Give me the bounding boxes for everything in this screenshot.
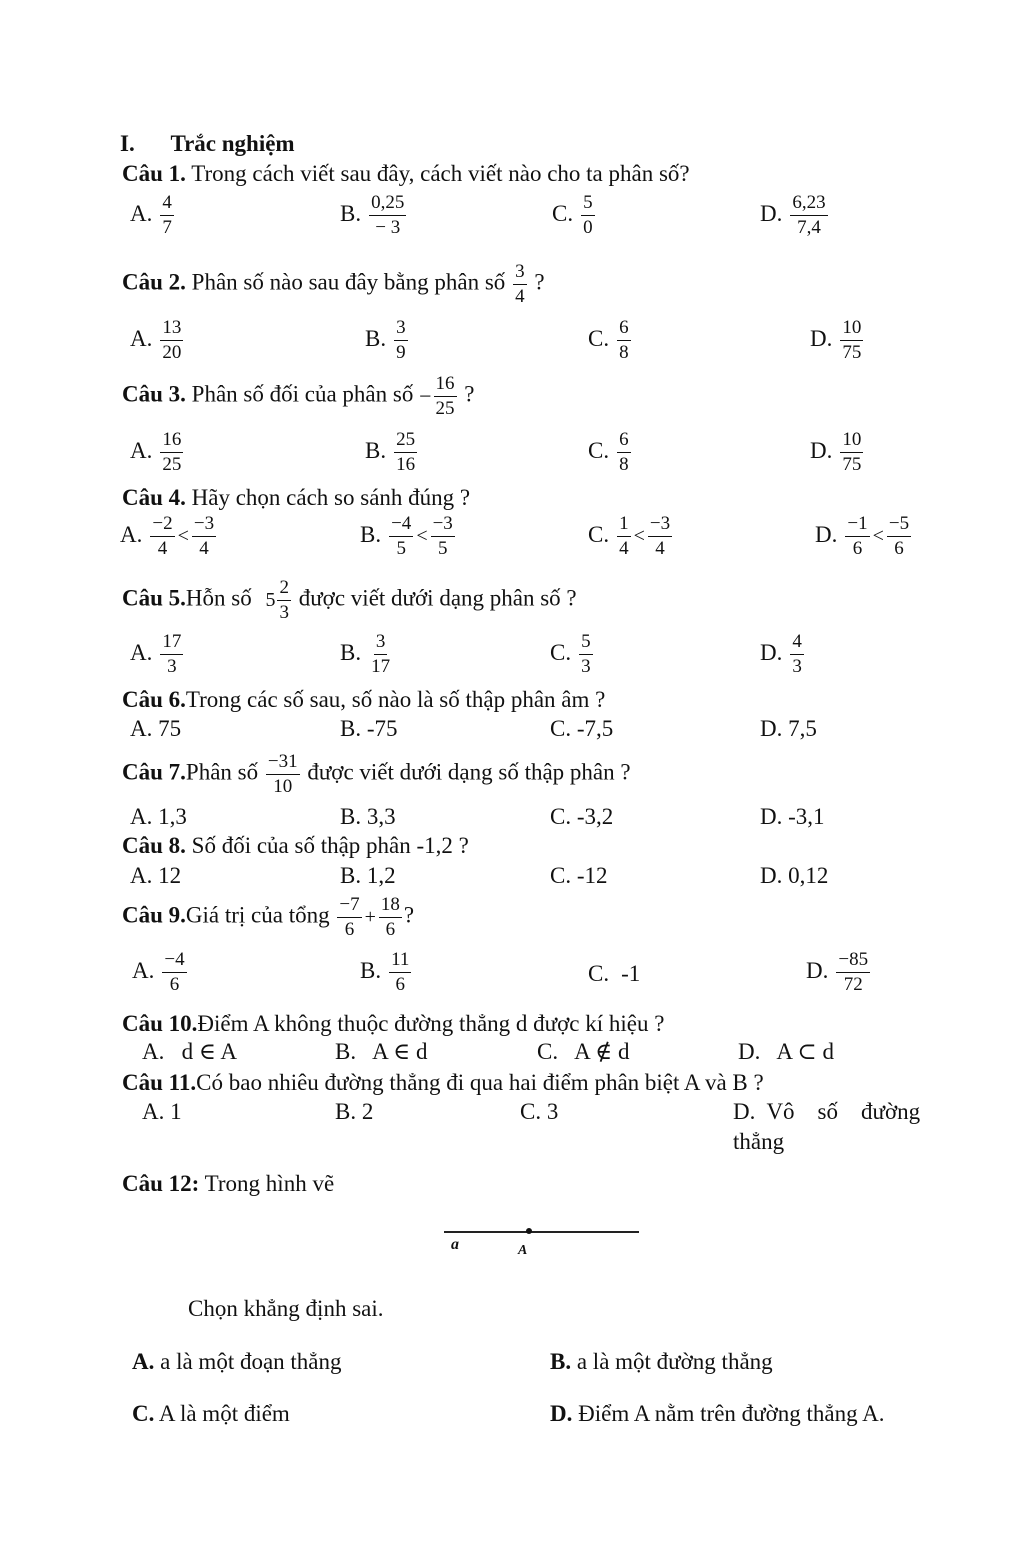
less-than-sign: < — [416, 525, 428, 548]
point-a — [526, 1228, 532, 1234]
q8-option-b[interactable]: B. 1,2 — [340, 863, 396, 888]
option-label: B. — [365, 325, 387, 351]
option-label: D. — [815, 521, 838, 547]
fraction: $\frac{16}{25}$ — [435, 373, 455, 419]
line-a — [444, 1231, 639, 1233]
fraction: $\frac{-4}{6}$ — [164, 949, 185, 995]
fraction: $\frac{18}{6}$ — [380, 894, 400, 940]
q5-option-b[interactable] — [340, 632, 394, 677]
question-text: được viết dưới dạng số thập phân ? — [307, 759, 631, 785]
q11-option-a[interactable]: A. 1 — [142, 1099, 182, 1124]
q3-option-c[interactable] — [588, 430, 633, 475]
fraction: $\frac{6,23}{7,4}$ — [792, 192, 826, 238]
option-label: A. — [130, 639, 153, 665]
option-label: D. — [550, 1401, 573, 1426]
fraction: $\frac{11}{6}$ — [391, 949, 410, 995]
question-4 — [122, 486, 470, 509]
q4-option-c[interactable] — [588, 514, 674, 559]
question-text: Phân số đối của phân số — [191, 381, 414, 407]
fraction: $\frac{5}{0}$ — [583, 192, 593, 238]
fraction: $\frac{-5}{6}$ — [888, 513, 910, 559]
fraction: $\frac{3}{9}$ — [396, 317, 406, 363]
q10-option-b[interactable]: B. A ∈ d — [335, 1039, 428, 1064]
q5-option-d[interactable] — [760, 632, 806, 677]
q2-option-b[interactable] — [365, 318, 410, 363]
plus-sign: + — [364, 906, 376, 929]
option-label: B. — [360, 521, 382, 547]
question-5 — [122, 578, 577, 623]
fraction: $\frac{-3}{4}$ — [193, 513, 215, 559]
fraction: $\frac{10}{75}$ — [842, 317, 862, 363]
question-7 — [122, 752, 631, 797]
q12-prompt: Chọn khẳng định sai. — [188, 1296, 384, 1321]
option-label: D. — [760, 639, 783, 665]
q12-option-a[interactable] — [132, 1350, 342, 1373]
q9-option-d[interactable] — [806, 950, 872, 995]
fraction: $\frac{5}{3}$ — [581, 631, 591, 677]
fraction: $\frac{25}{16}$ — [396, 429, 416, 475]
fraction: $\frac{-3}{5}$ — [432, 513, 453, 559]
question-label: Câu 4. — [122, 485, 186, 510]
question-label: Câu 6. — [122, 687, 186, 712]
line-label: a — [451, 1236, 459, 1253]
question-tail: ? — [403, 902, 415, 928]
question-text: Hãy chọn cách so sánh đúng ? — [191, 485, 471, 510]
q6-option-c[interactable]: C. -7,5 — [550, 716, 614, 741]
question-text: Trong hình vẽ — [204, 1171, 335, 1196]
q12-option-d[interactable] — [550, 1402, 884, 1425]
q2-option-c[interactable] — [588, 318, 633, 363]
question-3 — [122, 374, 474, 419]
option-label: A. — [130, 437, 153, 463]
option-text: A là một điểm — [158, 1401, 290, 1426]
question-label: Câu 11. — [122, 1070, 197, 1095]
q7-option-d[interactable]: D. -3,1 — [760, 804, 825, 829]
question-label: Câu 2. — [122, 269, 186, 295]
less-than-sign: < — [177, 525, 189, 548]
option-text: a là một đoạn thẳng — [160, 1349, 342, 1374]
q1-option-c[interactable] — [552, 193, 597, 238]
q11-option-b[interactable]: B. 2 — [335, 1099, 374, 1124]
option-label: C. — [588, 961, 610, 986]
option-label: D. — [810, 437, 833, 463]
question-6 — [122, 688, 605, 711]
q6-option-a[interactable]: A. 75 — [130, 716, 182, 741]
q12-option-b[interactable] — [550, 1350, 773, 1373]
fraction: $\frac{2}{3}$ — [279, 577, 289, 623]
q9-option-a[interactable] — [132, 950, 189, 995]
section-heading — [120, 132, 295, 155]
option-label: B. — [340, 200, 362, 226]
fraction: $\frac{3}{4}$ — [515, 261, 525, 307]
question-tail: ? — [534, 269, 545, 295]
q4-option-b[interactable] — [360, 514, 457, 559]
q6-option-d[interactable]: D. 7,5 — [760, 716, 817, 741]
fraction: $\frac{-7}{6}$ — [339, 894, 360, 940]
question-8 — [122, 834, 469, 857]
q1-option-d[interactable] — [760, 193, 830, 238]
q11-option-d[interactable]: D. Vô số đường — [733, 1099, 921, 1124]
q4-option-d[interactable] — [815, 514, 913, 559]
option-label: A. — [132, 957, 155, 983]
q3-option-a[interactable] — [130, 430, 185, 475]
question-9 — [122, 895, 414, 940]
question-text: Hỗn số — [185, 585, 252, 611]
section-number: I. — [120, 131, 135, 156]
q11-option-d-continued: thẳng — [733, 1129, 785, 1154]
q11-option-c[interactable]: C. 3 — [520, 1099, 559, 1124]
option-value: -1 — [621, 961, 641, 986]
question-text: Trong cách viết sau đây, cách viết nào cho ta phân số? — [191, 161, 690, 186]
option-label: D. — [760, 200, 783, 226]
question-10 — [122, 1012, 664, 1035]
option-label: C. — [588, 325, 610, 351]
q3-option-d[interactable] — [810, 430, 865, 475]
q9-option-c[interactable] — [588, 962, 640, 985]
question-11 — [122, 1071, 764, 1094]
question-text: Số đối của số thập phân -1,2 ? — [191, 833, 469, 858]
fraction: $\frac{-2}{4}$ — [152, 513, 173, 559]
fraction: $\frac{-4}{5}$ — [391, 513, 412, 559]
q4-option-a[interactable] — [120, 514, 218, 559]
fraction: $\frac{-1}{6}$ — [847, 513, 868, 559]
option-label: A. — [130, 200, 153, 226]
fraction: $\frac{4}{7}$ — [162, 192, 172, 238]
question-2 — [122, 262, 545, 307]
minus-sign: − — [419, 383, 432, 409]
q8-option-d[interactable]: D. 0,12 — [760, 863, 829, 888]
q7-option-b[interactable]: B. 3,3 — [340, 804, 396, 829]
fraction: $\frac{10}{75}$ — [842, 429, 862, 475]
option-text: Điểm A nằm trên đường thẳng A. — [578, 1401, 885, 1426]
less-than-sign: < — [872, 525, 884, 548]
fraction: $\frac{0,25}{- 3}$ — [371, 192, 405, 238]
q5-option-c[interactable] — [550, 632, 595, 677]
question-text: Phân số — [185, 759, 259, 785]
point-label: A — [518, 1243, 528, 1258]
q5-option-a[interactable] — [130, 632, 185, 677]
q10-option-d[interactable]: D. A ⊂ d — [738, 1039, 834, 1064]
fraction: $\frac{6}{8}$ — [619, 317, 629, 363]
q7-option-c[interactable]: C. -3,2 — [550, 804, 614, 829]
q12-option-c[interactable] — [132, 1402, 290, 1425]
question-tail: ? — [464, 381, 475, 407]
question-12 — [122, 1172, 334, 1195]
q3-option-b[interactable] — [365, 430, 419, 475]
mixed-whole: 5 — [265, 589, 276, 612]
option-label: A. — [130, 325, 153, 351]
question-text: Giá trị của tổng — [185, 902, 330, 928]
question-text: Điểm A không thuộc đường thẳng d được kí hiệu ? — [197, 1011, 665, 1036]
question-text: được viết dưới dạng phân số ? — [298, 585, 577, 611]
q2-option-a[interactable] — [130, 318, 185, 363]
q1-option-b[interactable] — [340, 193, 408, 238]
q8-option-c[interactable]: C. -12 — [550, 863, 608, 888]
fraction: $\frac{-85}{72}$ — [838, 949, 869, 995]
option-label: C. — [588, 521, 610, 547]
option-label: B. — [360, 957, 382, 983]
q2-option-d[interactable] — [810, 318, 865, 363]
question-label: Câu 10. — [122, 1011, 198, 1036]
option-label: C. — [132, 1401, 155, 1426]
q7-option-a[interactable]: A. 1,3 — [130, 804, 187, 829]
option-label: A. — [132, 1349, 155, 1374]
option-label: A. — [120, 521, 143, 547]
q10-option-a[interactable]: A. d ∈ A — [142, 1039, 237, 1064]
option-label: C. — [550, 639, 572, 665]
option-label: C. — [552, 200, 574, 226]
q8-option-a[interactable]: A. 12 — [130, 863, 182, 888]
option-label: D. — [806, 957, 829, 983]
fraction: $\frac{4}{3}$ — [792, 631, 802, 677]
section-title: Trắc nghiệm — [170, 131, 295, 156]
question-text: Trong các số sau, số nào là số thập phân âm ? — [185, 687, 606, 712]
fraction: $\frac{-31}{10}$ — [267, 751, 298, 797]
fraction: $\frac{1}{4}$ — [619, 513, 629, 559]
fraction: $\frac{17}{3}$ — [162, 631, 182, 677]
q1-option-a[interactable] — [130, 193, 176, 238]
option-label: B. — [365, 437, 387, 463]
question-label: Câu 5. — [122, 585, 186, 611]
q6-option-b[interactable]: B. -75 — [340, 716, 398, 741]
fraction: $\frac{3}{17}$ — [371, 631, 391, 677]
question-1 — [122, 162, 690, 185]
q10-option-c[interactable]: C. A ∉ d — [537, 1039, 630, 1064]
question-label: Câu 3. — [122, 381, 186, 407]
question-text: Phân số nào sau đây bằng phân số — [191, 269, 506, 295]
option-text: a là một đường thẳng — [576, 1349, 773, 1374]
question-label: Câu 1. — [122, 161, 186, 186]
fraction: $\frac{16}{25}$ — [162, 429, 182, 475]
option-label: B. — [340, 639, 362, 665]
option-label: B. — [550, 1349, 572, 1374]
option-label: C. — [588, 437, 610, 463]
fraction: $\frac{-3}{4}$ — [649, 513, 671, 559]
less-than-sign: < — [633, 525, 645, 548]
fraction: $\frac{13}{20}$ — [162, 317, 182, 363]
question-label: Câu 7. — [122, 759, 186, 785]
question-label: Câu 12: — [122, 1171, 200, 1196]
fraction: $\frac{6}{8}$ — [619, 429, 629, 475]
question-label: Câu 9. — [122, 902, 186, 928]
q9-option-b[interactable] — [360, 950, 413, 995]
option-label: D. — [810, 325, 833, 351]
question-text: Có bao nhiêu đường thẳng đi qua hai điểm phân biệt A và B ? — [196, 1070, 764, 1095]
question-label: Câu 8. — [122, 833, 186, 858]
